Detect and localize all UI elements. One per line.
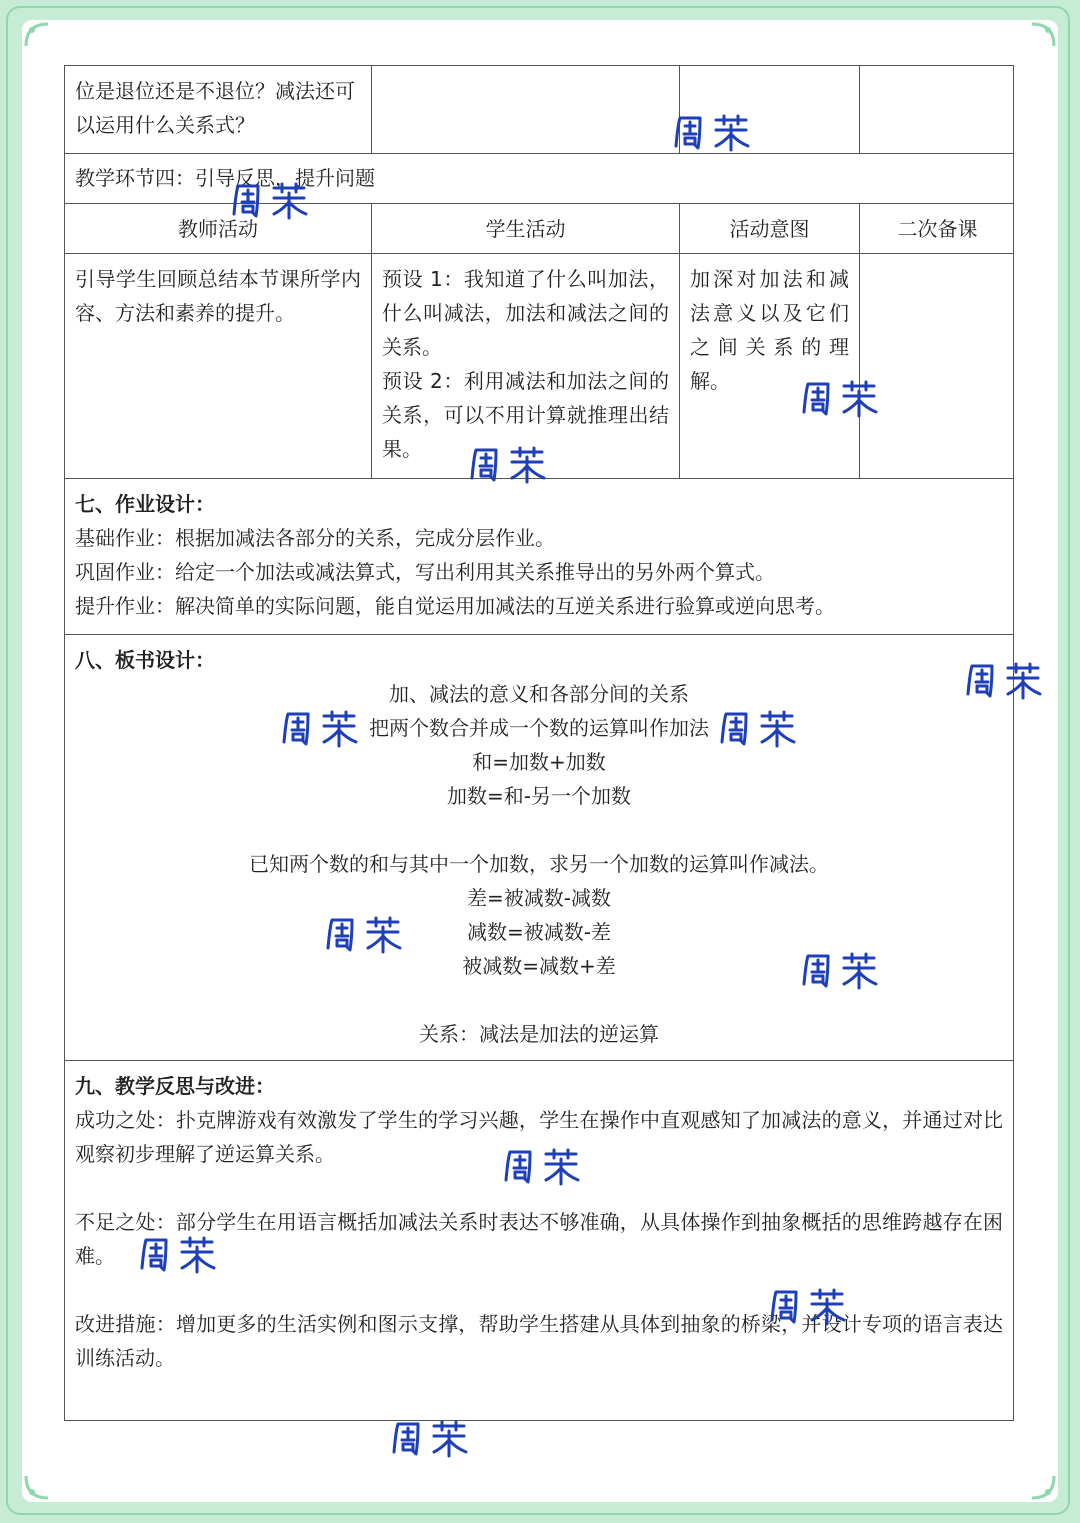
board-addition-formula-1: 和=加数+加数 (472, 750, 606, 774)
signature-watermark (500, 1146, 584, 1186)
header-intent: 活动意图 (680, 204, 860, 253)
reflection-title: 九、教学反思与改进： (75, 1074, 275, 1098)
table-header-row (65, 204, 1013, 254)
signature-watermark (388, 1418, 472, 1458)
board-design-section (65, 635, 1013, 1061)
board-subtraction-formula-3: 被减数=减数+差 (462, 954, 616, 978)
header-teacher: 教师活动 (65, 204, 372, 253)
board-addition-formula-2: 加数=和-另一个加数 (447, 784, 631, 808)
signature-watermark (228, 180, 312, 220)
teacher-activity-cell (65, 254, 372, 478)
corner-ornament-icon (24, 1474, 50, 1500)
intent-text: 加深对加法和减法意义以及它们之间关系的理解。 (690, 267, 849, 393)
signature-watermark (278, 708, 362, 748)
board-addition-definition: 把两个数合并成一个数的运算叫作加法 (369, 716, 709, 740)
homework-basic: 基础作业：根据加减法各部分的关系，完成分层作业。 (75, 526, 555, 550)
board-relation: 关系：减法是加法的逆运算 (419, 1022, 659, 1046)
signature-watermark (716, 708, 800, 748)
signature-watermark (798, 378, 882, 418)
corner-ornament-icon (24, 22, 50, 48)
student-preset-1: 预设 1：我知道了什么叫加法，什么叫减法，加法和减法之间的关系。 (382, 267, 669, 359)
homework-title: 七、作业设计： (75, 492, 215, 516)
signature-watermark (766, 1286, 850, 1326)
homework-section (65, 479, 1013, 635)
second-prep-cell (860, 66, 1015, 153)
reflection-measures: 改进措施：增加更多的生活实例和图示支撑，帮助学生搭建从具体到抽象的桥梁，并设计专项的语言表达训练活动。 (75, 1312, 1003, 1370)
lesson-plan-table (64, 65, 1014, 1421)
signature-watermark (466, 444, 550, 484)
board-subtraction-formula-2: 减数=被减数-差 (467, 920, 611, 944)
second-prep-cell (860, 254, 1015, 478)
student-preset-2: 预设 2：利用减法和加法之间的关系，可以不用计算就推理出结果。 (382, 369, 669, 461)
reflection-weakness: 不足之处：部分学生在用语言概括加减法关系时表达不够准确，从具体操作到抽象概括的思维跨越存在困难。 (75, 1210, 1003, 1268)
teacher-activity-cell (65, 66, 372, 153)
signature-watermark (670, 112, 754, 152)
signature-watermark (962, 660, 1046, 700)
board-subtraction-definition: 已知两个数的和与其中一个加数，求另一个加数的运算叫作减法。 (249, 852, 829, 876)
homework-consolidate: 巩固作业：给定一个加法或减法算式，写出利用其关系推导出的另外两个算式。 (75, 560, 775, 584)
board-heading: 加、减法的意义和各部分间的关系 (389, 682, 689, 706)
corner-ornament-icon (1030, 22, 1056, 48)
corner-ornament-icon (1030, 1474, 1056, 1500)
header-student: 学生活动 (372, 204, 680, 253)
table-row (65, 66, 1013, 154)
board-subtraction-formula-1: 差=被减数-减数 (467, 886, 611, 910)
signature-watermark (798, 950, 882, 990)
student-activity-cell (372, 66, 680, 153)
intent-cell (680, 254, 860, 478)
section-title-row (65, 154, 1013, 204)
board-title: 八、板书设计： (75, 648, 215, 672)
signature-watermark (322, 914, 406, 954)
teacher-activity-text: 引导学生回顾总结本节课所学内容、方法和素养的提升。 (75, 267, 361, 325)
homework-improve: 提升作业：解决简单的实际问题，能自觉运用加减法的互逆关系进行验算或逆向思考。 (75, 594, 835, 618)
signature-watermark (136, 1234, 220, 1274)
header-second-prep: 二次备课 (897, 216, 978, 241)
reflection-success: 成功之处：扑克牌游戏有效激发了学生的学习兴趣，学生在操作中直观感知了加减法的意义，并通过对比观察初步理解了逆运算关系。 (75, 1108, 1003, 1166)
teacher-activity-text: 位是退位还是不退位？减法还可以运用什么关系式？ (75, 79, 355, 137)
section-title: 教学环节四：引导反思，提升问题 (75, 166, 375, 190)
